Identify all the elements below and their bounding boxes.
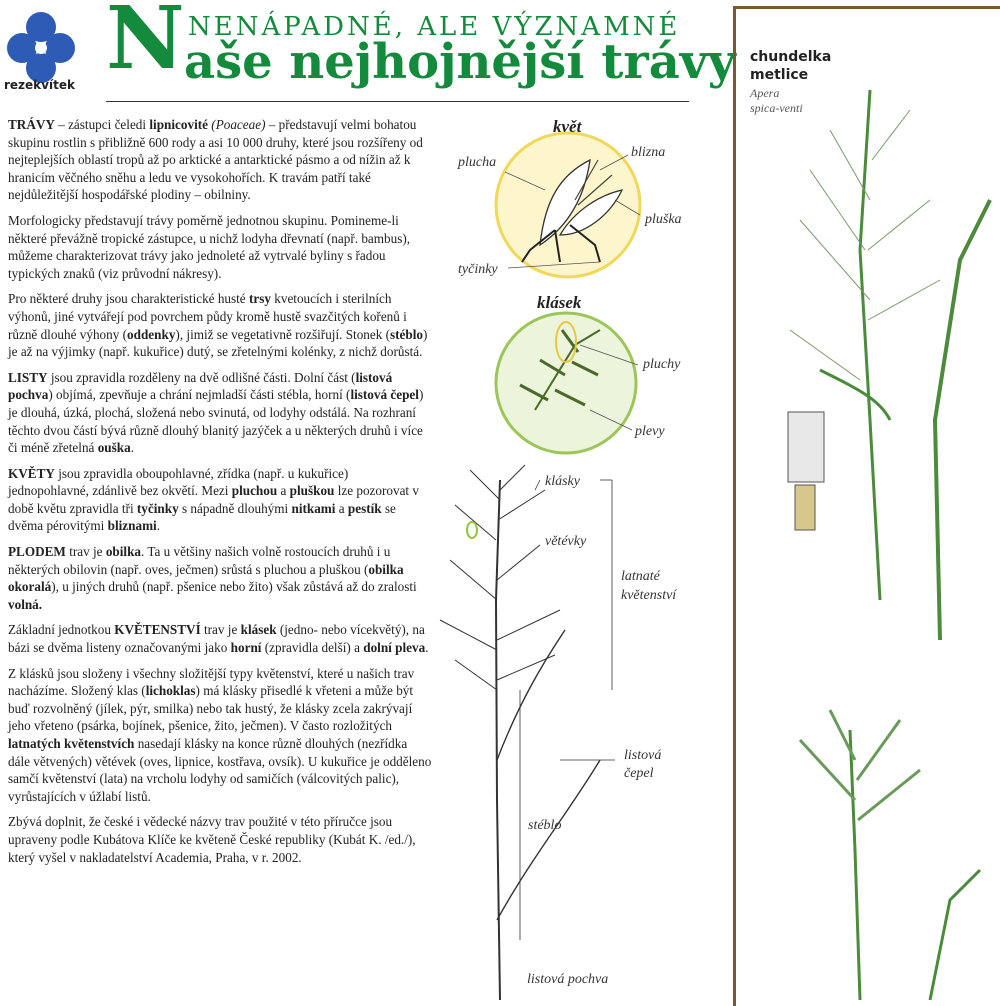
spikelet-diagram — [496, 313, 638, 453]
paragraph-4: LISTY jsou zpravidla rozděleny na dvě odlišné části. Dolní část (listová pochva) objímá, zpevňuje a chrání nejmladší části stébla, horní (listová čepel) je dlouhá, úzká, plochá, složená nebo svinutá, od lodyhy odstálá. Na rozhraní těchto dvou částí bývá různě dlouhý blanitý jazýček a u některých druhů i více či méně zřetelná ouška. — [8, 369, 424, 456]
label-listova-pochva: listová pochva — [527, 972, 609, 987]
label-tycinky: tyčinky — [458, 262, 498, 277]
label-plucha: plucha — [458, 155, 497, 170]
page-title: aše nejhojnější trávy — [184, 34, 736, 90]
flower-title: květ — [553, 117, 582, 136]
label-pluska: pluška — [645, 212, 682, 227]
grass-plant-drawing — [440, 465, 615, 1000]
label-plevy: plevy — [635, 424, 665, 439]
label-pluchy: pluchy — [643, 357, 681, 372]
label-kvetenstvi: květenství — [621, 588, 677, 603]
spikelet-title: klásek — [537, 293, 582, 312]
paragraph-2: Morfologicky představují trávy poměrně jednotnou skupinu. Pomineme-li některé převážně tropické zástupce, u nichž lodyha dřevnatí (např. bambus), můžeme charakterizovat trávy jako jednoleté až vytrvalé byliny s řadou typických znaků (viz průvodní nákresy). — [8, 212, 411, 281]
paragraph-6: PLODEM trav je obilka. Ta u většiny našich volně rostoucích druhů i u některých obilovin (např. oves, ječmen) srůstá s pluchou a pluškou (obilka okoralá), u jiných druhů (např. pšenice nebo žito) však zůstává až do zralosti volná. — [8, 544, 417, 612]
label-latnate: latnaté — [621, 569, 660, 584]
paragraph-9: Zbývá doplnit, že české i vědecké názvy trav použité v této příručce jsou upraveny podle Kubátova Klíče ke květeně České republiky (Kubát K. /ed./), který vyšel v nakladatelství Academia, Praha, v r. 2002. — [8, 814, 416, 865]
species-latin-line1: Apera — [750, 86, 780, 100]
paragraph-7: Základní jednotkou KVĚTENSTVÍ trav je klásek (jedno- nebo vícekvětý), na bázi se dvěma listeny označovanými jako horní (zpravidla delší) a dolní pleva. — [8, 622, 429, 656]
page-subtitle: NENÁPADNÉ, ALE VÝZNAMNÉ — [188, 12, 681, 42]
logo-text: rezekvítek — [4, 78, 75, 92]
species-name-line2: metlice — [750, 67, 809, 83]
label-vetevky: větévky — [545, 534, 587, 549]
label-klasky: klásky — [545, 474, 580, 489]
paragraph-5: KVĚTY jsou zpravidla oboupohlavné, zřídka (např. u kukuřice) jednopohlavné, zdánlivě bez okvětí. Mezi pluchou a pluškou lze pozorovat v době květu zpravidla tři tyčinky s nápadně dlouhými nitkami a pestík se dvěma pérovitými bliznami. — [8, 465, 419, 534]
label-listova: listová — [624, 748, 662, 763]
species-name — [750, 48, 831, 84]
flower-diagram — [496, 133, 640, 277]
label-cepel: čepel — [624, 766, 654, 781]
paragraph-1: TRÁVY – zástupci čeledi lipnicovité (Poaceae) – představují velmi bohatou skupinu rostlin s přibližně 600 rody a asi 10 000 druhy, které jsou rozšířeny od nejteplejších oblastí tropů až po arktické a antarktické pásmo a od nížin až k hranicím věčného sněhu a ledu ve vysokohořích. K travám patří také nejdůležitější hospodářské plodiny – obilniny. — [8, 117, 423, 203]
title-initial: N — [106, 0, 185, 89]
label-blizna: blizna — [631, 145, 666, 160]
species-latin-line2: spica-venti — [750, 101, 803, 115]
species-frame — [733, 6, 1000, 1006]
label-steblo: stéblo — [528, 818, 562, 833]
paragraph-3: Pro některé druhy jsou charakteristické husté trsy kvetoucích i sterilních výhonů, jiné vytvářejí pod povrchem půdy kromě hustě svazčitých kořenů i různě dlouhé výhony (oddenky), jimiž se vegetativně rozšiřují. Stonek (stéblo) je až na výjimky (např. kukuřice) dutý, se zřetelnými kolénky, z nichž dorůstá. — [8, 291, 428, 360]
species-latin-name — [750, 86, 803, 116]
species-name-line1: chundelka — [750, 49, 832, 65]
paragraph-8: Z klásků jsou složeny i všechny složitější typy květenství, které u našich trav nacházíme. Složený klas (lichoklas) má klásky přisedlé k vřeteni a může být buď rozvolněný (jílek, pýr, smilka) nebo tak hustý, že klásky zcela zakrývají jeho vřeteno (psárka, bojínek, pšenice, žito, ječmen). V často rozložitých latnatých květenstvích nasedají klásky na konce různě dlouhých (nezřídka dále větvených) větévek (oves, lipnice, kostřava, ovsík). U kukuřice je odděleno samčí květenství (lata) na vrcholu lodyhy od samičích (válcovitých palic), vyrůstajících v úžlabí listů. — [8, 665, 432, 804]
